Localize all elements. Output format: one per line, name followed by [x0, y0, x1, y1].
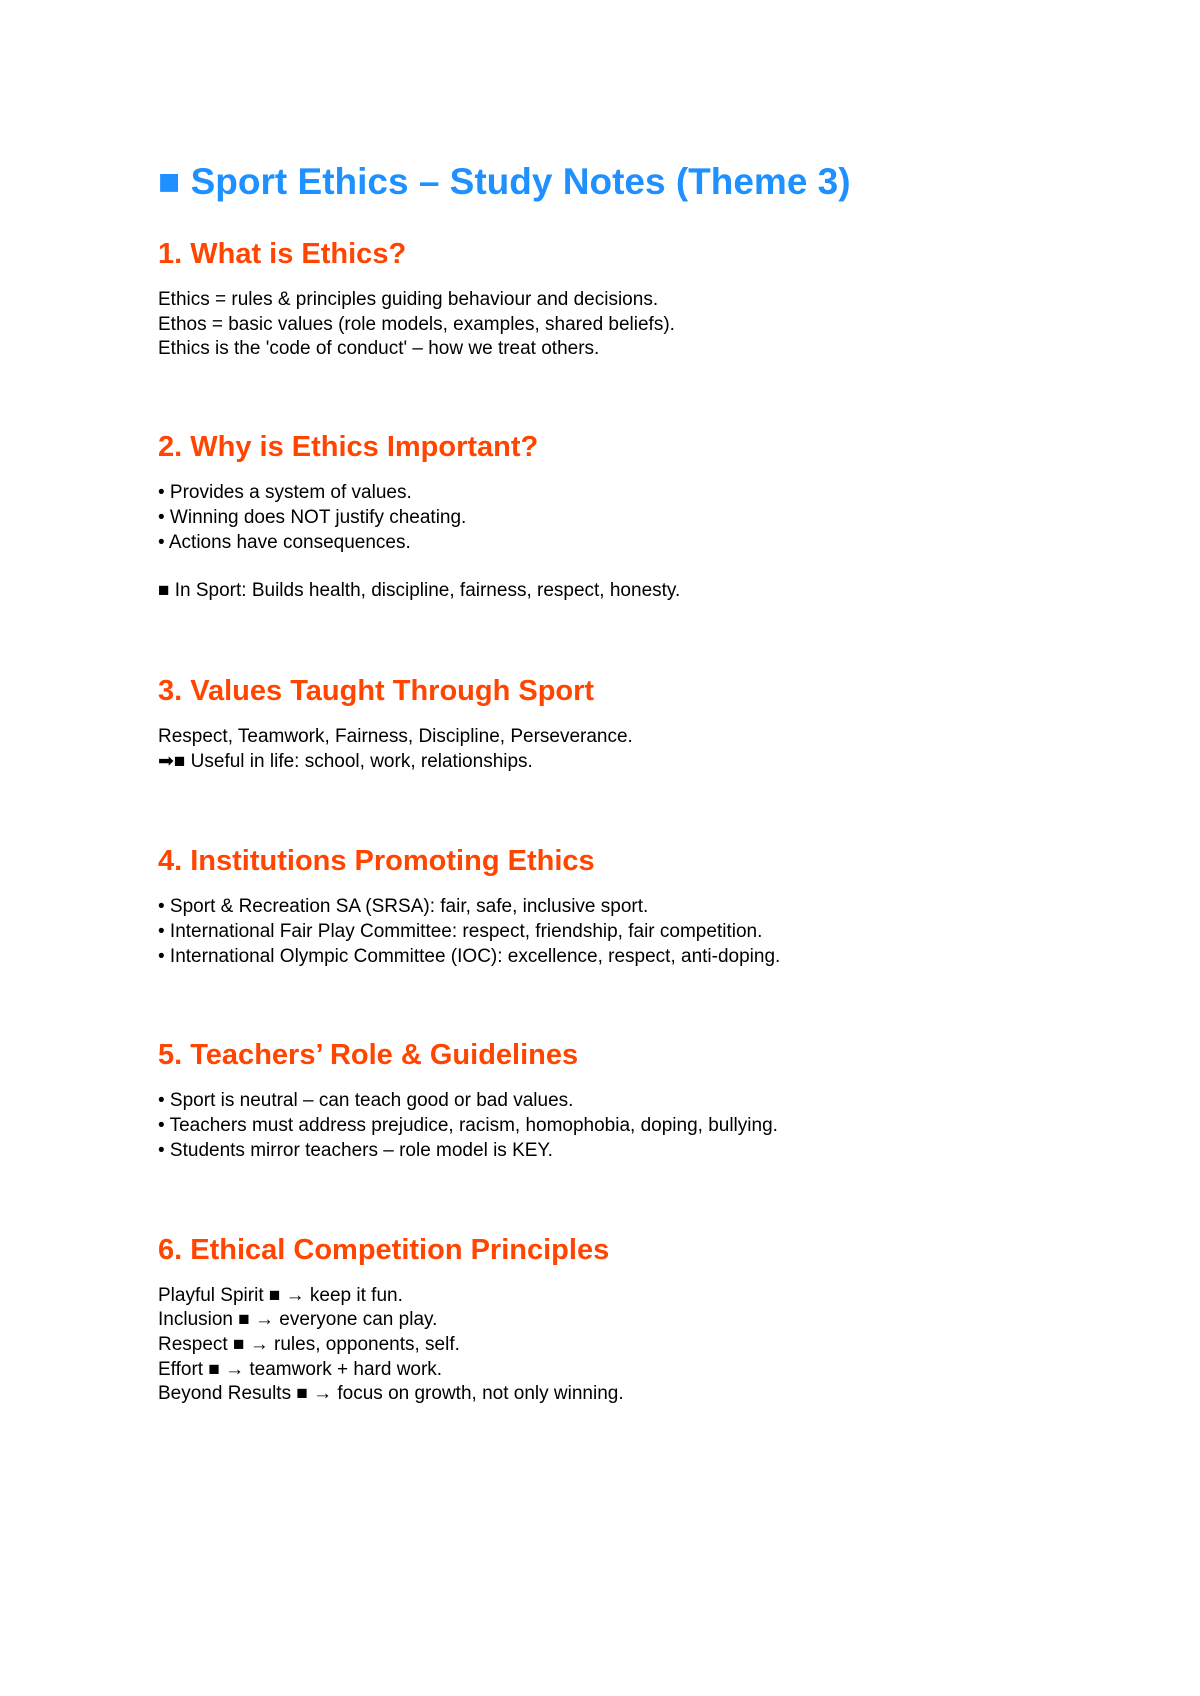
body-line: Ethics = rules & principles guiding behaviour and decisions. [158, 289, 659, 310]
bullet-item: • International Fair Play Committee: respect, friendship, fair competition. [158, 921, 763, 943]
body-line: ➡■ Useful in life: school, work, relationships. [158, 750, 533, 772]
section-heading: 2. Why is Ethics Important? [158, 431, 539, 464]
section-heading: 1. What is Ethics? [158, 238, 407, 270]
section-heading: 3. Values Taught Through Sport [158, 674, 595, 707]
section-heading: 6. Ethical Competition Principles [158, 1233, 610, 1266]
section-values-taught [158, 673, 1138, 774]
principle-line: Playful Spirit ■ → keep it fun. [158, 1284, 403, 1306]
principle-line: Inclusion ■ → everyone can play. [158, 1309, 438, 1331]
body-line: Ethics is the 'code of conduct' – how we treat others. [158, 338, 600, 360]
bullet-item: • Students mirror teachers – role model is KEY. [158, 1139, 553, 1161]
body-line: Respect, Teamwork, Fairness, Discipline, Perseverance. [158, 725, 633, 747]
section-competition-principles [158, 1232, 1138, 1408]
bullet-item: • Sport & Recreation SA (SRSA): fair, safe, inclusive sport. [158, 896, 649, 918]
principle-line: Effort ■ → teamwork + hard work. [158, 1358, 443, 1380]
bullet-item: • Actions have consequences. [158, 531, 411, 553]
principle-line: Respect ■ → rules, opponents, self. [158, 1333, 460, 1355]
spacer [158, 555, 1138, 579]
section-heading: 4. Institutions Promoting Ethics [158, 845, 595, 878]
document-page [158, 160, 1138, 1407]
in-sport-note: ■ In Sport: Builds health, discipline, fairness, respect, honesty. [158, 580, 681, 602]
section-why-ethics-important [158, 429, 1138, 604]
body-line: Ethos = basic values (role models, examples, shared beliefs). [158, 313, 675, 335]
section-what-is-ethics [158, 236, 1138, 362]
principle-line: Beyond Results ■ → focus on growth, not only winning. [158, 1383, 624, 1405]
bullet-item: • Winning does NOT justify cheating. [158, 506, 467, 528]
bullet-item: • International Olympic Committee (IOC): excellence, respect, anti-doping. [158, 945, 781, 967]
document-title: ■ Sport Ethics – Study Notes (Theme 3) [158, 161, 851, 202]
section-teachers-role [158, 1037, 1138, 1163]
bullet-item: • Teachers must address prejudice, racism, homophobia, doping, bullying. [158, 1115, 778, 1137]
section-heading: 5. Teachers’ Role & Guidelines [158, 1039, 579, 1072]
bullet-item: • Sport is neutral – can teach good or bad values. [158, 1090, 574, 1112]
section-institutions [158, 843, 1138, 969]
bullet-item: • Provides a system of values. [158, 482, 412, 504]
